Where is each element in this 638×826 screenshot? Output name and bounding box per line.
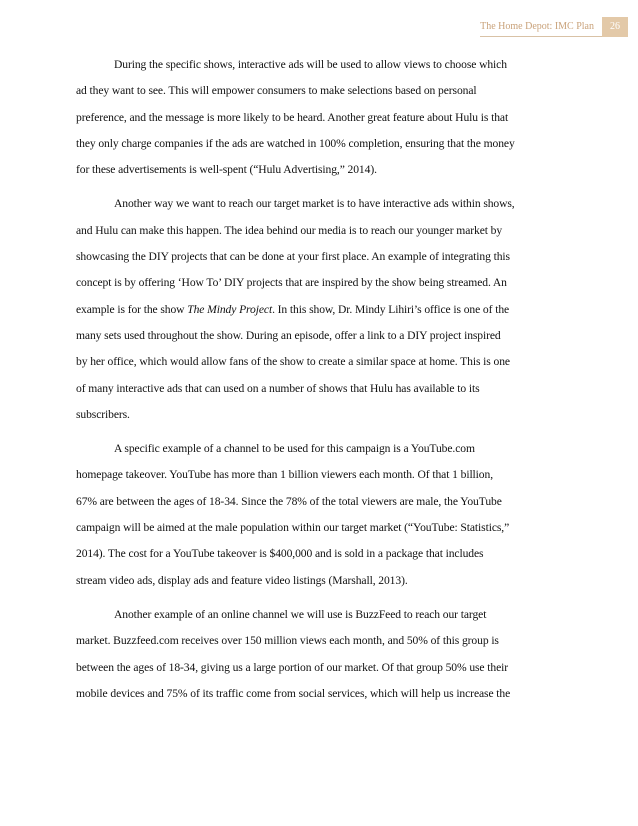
text-line: for these advertisements is well-spent (“Hulu Advertising,” 2014). — [76, 163, 377, 177]
paragraph-buzzfeed — [76, 602, 566, 707]
show-title-italic: The Mindy Project — [187, 302, 273, 316]
text-line: During the specific shows, interactive ads will be used to allow views to choose which — [114, 58, 507, 71]
text-line: stream video ads, display ads and feature video listings (Marshall, 2013). — [76, 573, 408, 587]
text-line: A specific example of a channel to be used for this campaign is a YouTube.com — [114, 442, 475, 456]
text-line: market. Buzzfeed.com receives over 150 million views each month, and 50% of this group is — [76, 634, 499, 648]
paragraph-hulu-diy-projects — [76, 191, 566, 428]
text-line: Another example of an online channel we will use is BuzzFeed to reach our target — [114, 607, 487, 621]
text-line: preference, and the message is more likely to be heard. Another great feature about Hulu is that — [76, 110, 509, 124]
text-line: and Hulu can make this happen. The idea behind our media is to reach our younger market by — [76, 223, 503, 237]
text-line: mobile devices and 75% of its traffic come from social services, which will help us increase the — [76, 686, 511, 700]
running-header — [480, 17, 628, 37]
text-line-with-italic — [76, 297, 566, 323]
paragraph-hulu-interactive-ads — [76, 52, 566, 183]
text-line: 67% are between the ages of 18-34. Since the 78% of the total viewers are male, the YouTube — [76, 494, 502, 508]
text-line: of many interactive ads that can used on a number of shows that Hulu has available to its — [76, 381, 480, 395]
text-span: . In this show, Dr. Mindy Lihiri’s office is one of the — [272, 302, 510, 316]
text-line: by her office, which would allow fans of the show to create a similar space at home. This is one — [76, 355, 510, 369]
text-line: many sets used throughout the show. During an episode, offer a link to a DIY project inspired — [76, 328, 501, 342]
text-line: concept is by offering ‘How To’ DIY projects that are inspired by the show being streamed. An — [76, 276, 507, 290]
text-line: showcasing the DIY projects that can be done at your first place. An example of integrating this — [76, 250, 510, 264]
text-line: 2014). The cost for a YouTube takeover is $400,000 and is sold in a package that includes — [76, 547, 484, 561]
header-title: The Home Depot: IMC Plan — [480, 17, 602, 37]
page-number: 26 — [602, 17, 628, 37]
text-line: homepage takeover. YouTube has more than 1 billion viewers each month. Of that 1 billion, — [76, 468, 493, 482]
text-line: subscribers. — [76, 407, 130, 421]
text-line: campaign will be aimed at the male population within our target market (“YouTube: Statistics,” — [76, 521, 510, 535]
text-line: between the ages of 18-34, giving us a large portion of our market. Of that group 50% use their — [76, 660, 509, 674]
body-text — [76, 52, 566, 707]
text-span: example is for the show — [76, 302, 188, 316]
paragraph-youtube-takeover — [76, 436, 566, 594]
text-line: they only charge companies if the ads are watched in 100% completion, ensuring that the money — [76, 136, 515, 150]
text-line: ad they want to see. This will empower consumers to make selections based on personal — [76, 84, 477, 98]
text-line: Another way we want to reach our target market is to have interactive ads within shows, — [114, 197, 515, 211]
